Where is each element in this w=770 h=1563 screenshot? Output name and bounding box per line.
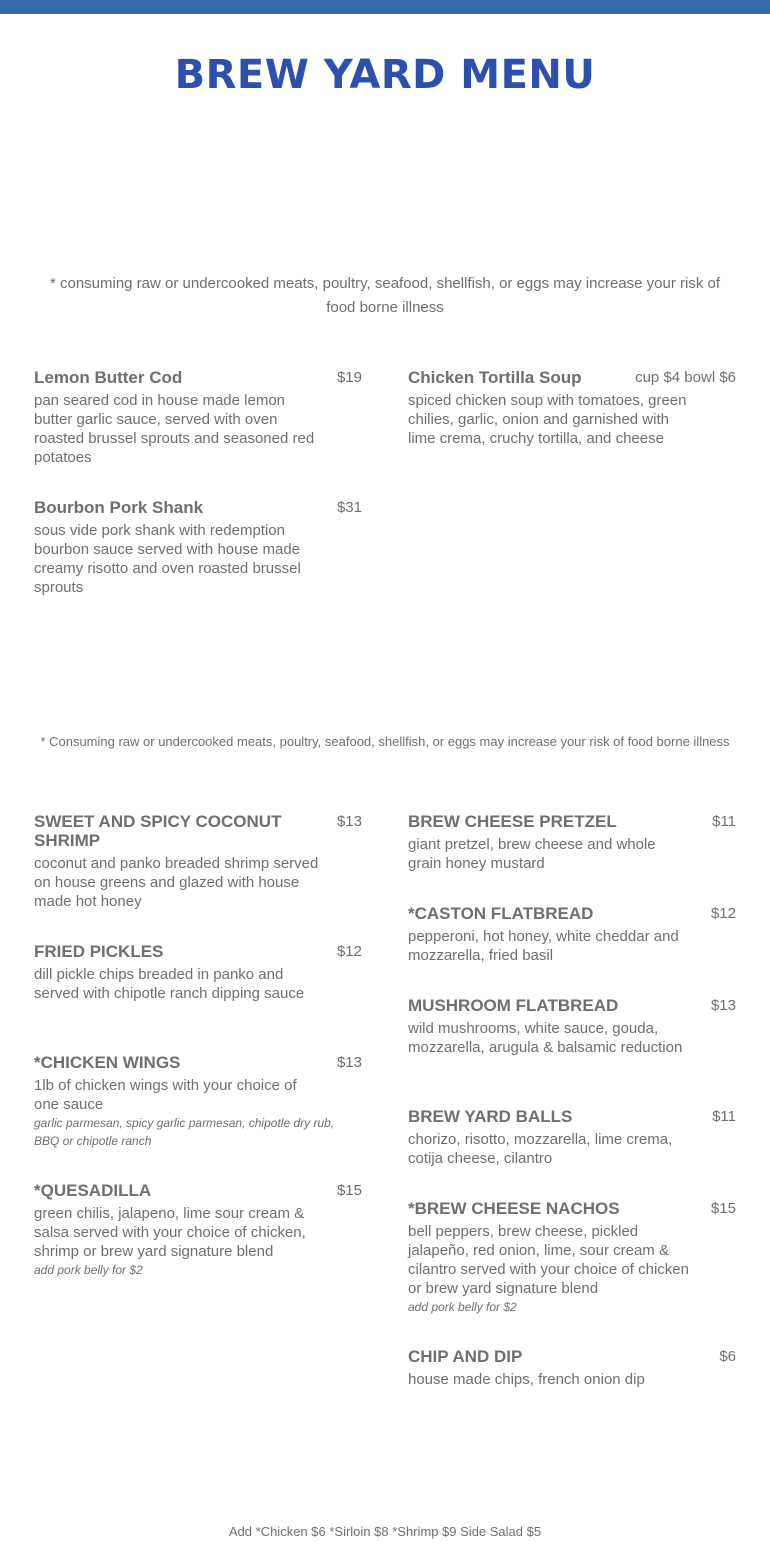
item-price: $13 <box>710 997 736 1014</box>
item-description: dill pickle chips breaded in panko and served with chipotle ranch dipping sauce <box>34 966 305 1002</box>
menu-item <box>408 1199 736 1316</box>
menu-item <box>408 1347 736 1389</box>
item-price: $11 <box>712 813 736 830</box>
item-name: Lemon Butter Cod <box>34 368 183 387</box>
item-description: house made chips, french onion dip <box>408 1371 645 1388</box>
item-price: cup $4 bowl $6 <box>635 369 736 386</box>
item-price: $11 <box>712 1108 736 1125</box>
item-name: *CHICKEN WINGS <box>34 1053 181 1072</box>
item-price: $31 <box>336 499 362 516</box>
add-ons-footer: Add *Chicken $6 *Sirloin $8 *Shrimp $9 Side Salad $5 <box>228 1524 542 1539</box>
item-name: *CASTON FLATBREAD <box>408 904 594 923</box>
menu-item <box>408 1107 736 1168</box>
item-price: $12 <box>336 943 362 960</box>
item-description: bell peppers, brew cheese, pickled jalapeño, red onion, lime, sour cream & cilantro served with your choice of chicken or brew yard signature blend <box>408 1223 689 1297</box>
item-price: $19 <box>336 369 362 386</box>
item-name: BREW YARD BALLS <box>408 1107 573 1126</box>
item-description: green chilis, jalapeno, lime sour cream & salsa served with your choice of chicken, shrimp or brew yard signature blend <box>34 1205 306 1260</box>
menu-item <box>34 368 362 467</box>
item-price: $13 <box>336 813 362 830</box>
item-note: add pork belly for $2 <box>408 1300 517 1314</box>
menu-item <box>408 812 736 873</box>
menu-item <box>34 1053 362 1150</box>
top-accent-bar <box>0 0 770 14</box>
item-name: SWEET AND SPICY COCONUT SHRIMP <box>34 812 282 850</box>
item-note: garlic parmesan, spicy garlic parmesan, chipotle dry rub, BBQ or chipotle ranch <box>34 1116 335 1148</box>
item-description: giant pretzel, brew cheese and whole grain honey mustard <box>408 836 656 872</box>
item-name: MUSHROOM FLATBREAD <box>408 996 619 1015</box>
item-description: 1lb of chicken wings with your choice of one sauce <box>34 1077 297 1113</box>
item-price: $13 <box>336 1054 362 1071</box>
menu-item <box>34 812 362 911</box>
item-name: Bourbon Pork Shank <box>34 498 204 517</box>
item-description: pan seared cod in house made lemon butter garlic sauce, served with oven roasted brussel sprouts and seasoned red potatoes <box>34 392 315 466</box>
food-safety-disclaimer-2: * Consuming raw or undercooked meats, poultry, seafood, shellfish, or eggs may increase your risk of food borne illness <box>40 734 730 749</box>
item-description: wild mushrooms, white sauce, gouda, mozzarella, arugula & balsamic reduction <box>408 1020 683 1056</box>
menu-item <box>34 498 362 597</box>
menu-item <box>34 1181 362 1279</box>
item-description: sous vide pork shank with redemption bourbon sauce served with house made creamy risotto and oven roasted brussel sprouts <box>34 522 301 596</box>
menu-item <box>408 904 736 965</box>
item-name: BREW CHEESE PRETZEL <box>408 812 617 831</box>
item-price: $15 <box>336 1182 362 1199</box>
item-note: add pork belly for $2 <box>34 1263 143 1277</box>
item-price: $12 <box>710 905 736 922</box>
item-price: $6 <box>719 1348 736 1365</box>
item-description: coconut and panko breaded shrimp served on house greens and glazed with house made hot honey <box>34 855 319 910</box>
item-name: *QUESADILLA <box>34 1181 152 1200</box>
item-description: pepperoni, hot honey, white cheddar and mozzarella, fried basil <box>408 928 679 964</box>
item-description: spiced chicken soup with tomatoes, green chilies, garlic, onion and garnished with lime crema, cruchy tortilla, and cheese <box>408 392 687 447</box>
item-name: FRIED PICKLES <box>34 942 164 961</box>
item-name: CHIP AND DIP <box>408 1347 523 1366</box>
menu-item <box>34 942 362 1003</box>
menu-title: BREW YARD MENU <box>174 52 596 98</box>
item-price: $15 <box>710 1200 736 1217</box>
item-name: *BREW CHEESE NACHOS <box>408 1199 620 1218</box>
item-description: chorizo, risotto, mozzarella, lime crema, cotija cheese, cilantro <box>408 1131 673 1167</box>
food-safety-disclaimer: * consuming raw or undercooked meats, poultry, seafood, shellfish, or eggs may increase your risk of food borne illness <box>49 275 721 316</box>
item-name: Chicken Tortilla Soup <box>408 368 582 387</box>
menu-item <box>408 368 736 448</box>
menu-item <box>408 996 736 1057</box>
